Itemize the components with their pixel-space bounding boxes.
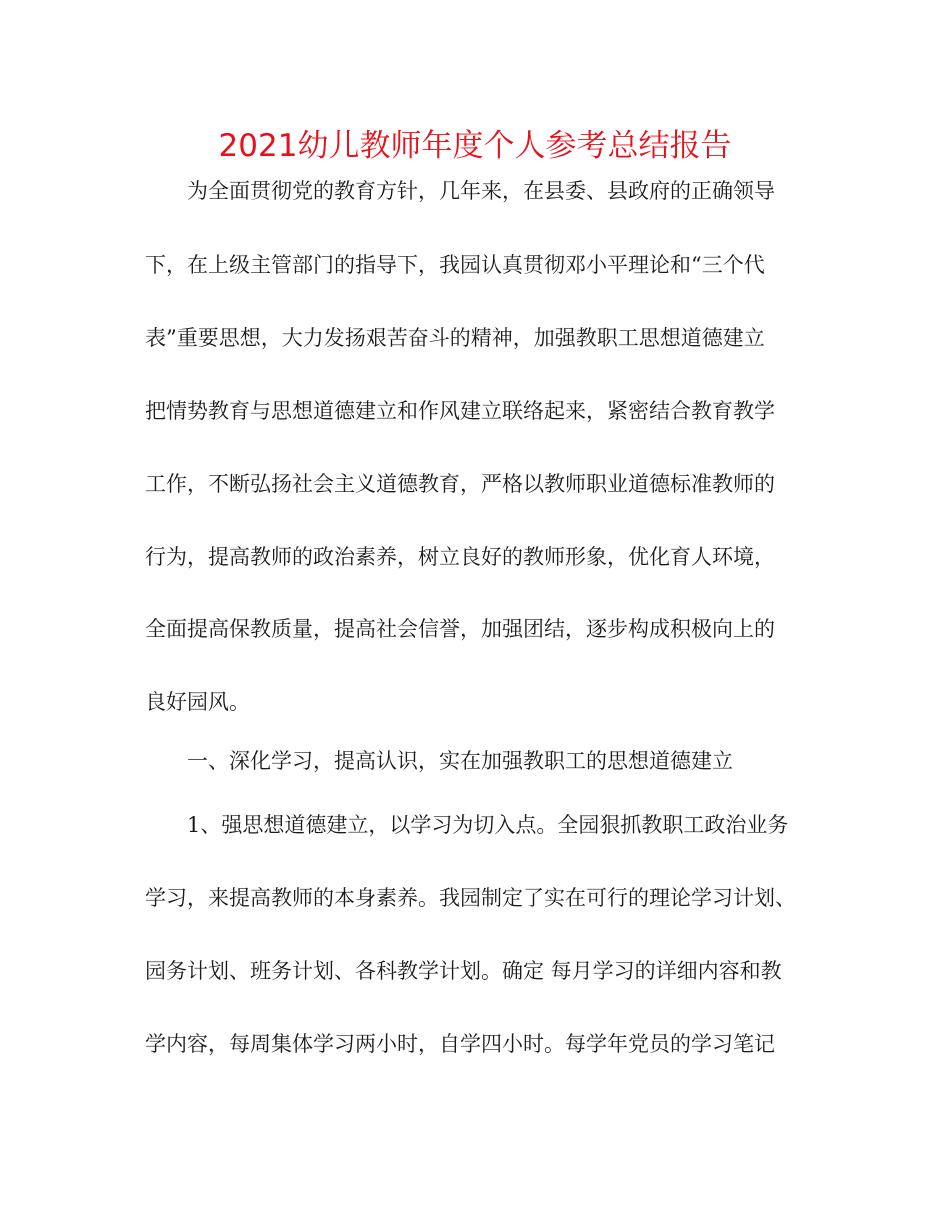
paragraph-line: 学习，来提高教师的本身素养。我园制定了实在可行的理论学习计划、: [145, 886, 796, 910]
paragraph-line: 行为，提高教师的政治素养，树立良好的教师形象，优化育人环境，: [145, 545, 775, 569]
paragraph-line: 学内容，每周集体学习两小时，自学四小时。每学年党员的学习笔记: [145, 1032, 775, 1056]
paragraph-line: 下，在上级主管部门的指导下，我园认真贯彻邓小平理论和“三个代: [145, 253, 765, 277]
paragraph-line: 园务计划、班务计划、各科教学计划。确定 每月学习的详细内容和教: [145, 959, 782, 983]
paragraph-line: 把情势教育与思想道德建立和作风建立联络起来，紧密结合教育教学: [145, 399, 775, 423]
document-title: 2021幼儿教师年度个人参考总结报告: [218, 128, 732, 164]
paragraph-line: 表”重要思想，大力发扬艰苦奋斗的精神，加强教职工思想道德建立: [145, 326, 765, 350]
paragraph-line: 1、强思想道德建立，以学习为切入点。全园狠抓教职工政治业务: [187, 813, 789, 837]
paragraph-line: 工作，不断弘扬社会主义道德教育，严格以教师职业道德标准教师的: [145, 472, 775, 496]
paragraph-line: 良好园风。: [145, 690, 250, 714]
paragraph-line: 全面提高保教质量，提高社会信誉，加强团结，逐步构成积极向上的: [145, 617, 775, 641]
section-heading: 一、深化学习，提高认识，实在加强教职工的思想道德建立: [187, 749, 733, 773]
paragraph-line: 为全面贯彻党的教育方针，几年来，在县委、县政府的正确领导: [187, 179, 775, 203]
